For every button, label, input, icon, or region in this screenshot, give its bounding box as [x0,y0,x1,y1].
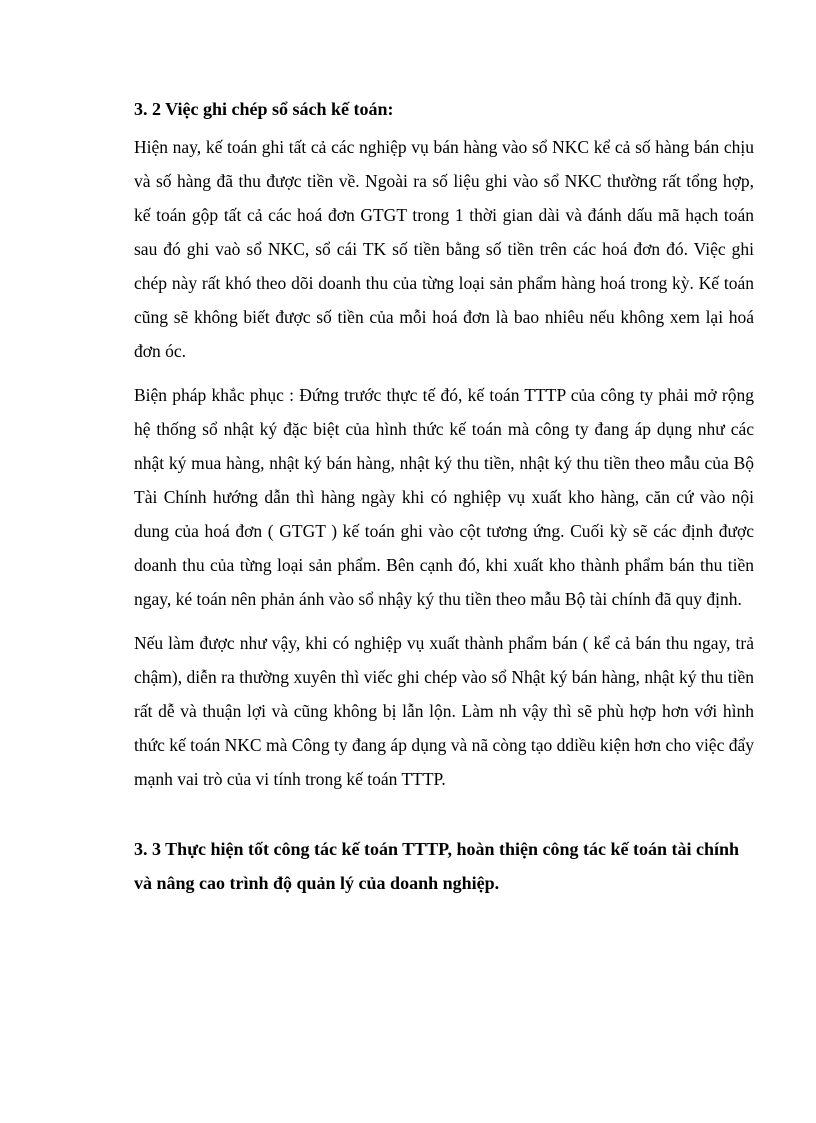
section-3-2-paragraph-3: Nếu làm được như vậy, khi có nghiệp vụ xuất thành phẩm bán ( kể cả bán thu ngay, trả chậm), diễn ra thường xuyên thì viếc ghi chép vào sổ Nhật ký bán hàng, nhật ký thu tiền rất dễ và thuận lợi và cũng không bị lẫn lộn. Làm nh vậy thì sẽ phù hợp hơn với hình thức kế toán NKC mà Công ty đang áp dụng và nã còng tạo ddiều kiện hơn cho việc đẩy mạnh vai trò của vi tính trong kế toán TTTP. [134,633,754,789]
section-3-3-heading: 3. 3 Thực hiện tốt công tác kế toán TTTP, hoàn thiện công tác kế toán tài chính và nâng cao trình độ quản lý của doanh nghiệp. [134,839,740,893]
section-3-2-paragraph-2: Biện pháp khắc phục : Đứng trước thực tế đó, kế toán TTTP của công ty phải mở rộng hệ thống sổ nhật ký đặc biệt của hình thức kế toán mà công ty đang áp dụng như các nhật ký mua hàng, nhật ký bán hàng, nhật ký thu tiền, nhật ký thu tiền theo mẫu của Bộ Tài Chính hướng dẫn thì hàng ngày khi có nghiệp vụ xuất kho hàng, căn cứ vào nội dung của hoá đơn ( GTGT ) kế toán ghi vào cột tương ứng. Cuối kỳ sẽ các định được doanh thu của từng loại sản phẩm. Bên cạnh đó, khi xuất kho thành phẩm bán thu tiền ngay, ké toán nên phản ánh vào sổ nhậy ký thu tiền theo mẫu Bộ tài chính đã quy định. [134,385,754,609]
section-3-2-paragraph-1: Hiện nay, kế toán ghi tất cả các nghiệp vụ bán hàng vào sổ NKC kể cả số hàng bán chịu và số hàng đã thu được tiền về. Ngoài ra số liệu ghi vào sổ NKC thường rất tổng hợp, kế toán gộp tất cả các hoá đơn GTGT trong 1 thời gian dài và đánh dấu mã hạch toán sau đó ghi vaò sổ NKC, sổ cái TK số tiền bằng số tiền trên các hoá đơn đó. Việc ghi chép này rất khó theo dõi doanh thu của từng loại sản phẩm hàng hoá trong kỳ. Kế toán cũng sẽ không biết được số tiền của mỗi hoá đơn là bao nhiêu nếu không xem lại hoá đơn óc. [134,137,754,361]
document-page [134,92,754,900]
section-3-2-heading: 3. 2 Việc ghi chép sổ sách kế toán: [134,99,394,119]
